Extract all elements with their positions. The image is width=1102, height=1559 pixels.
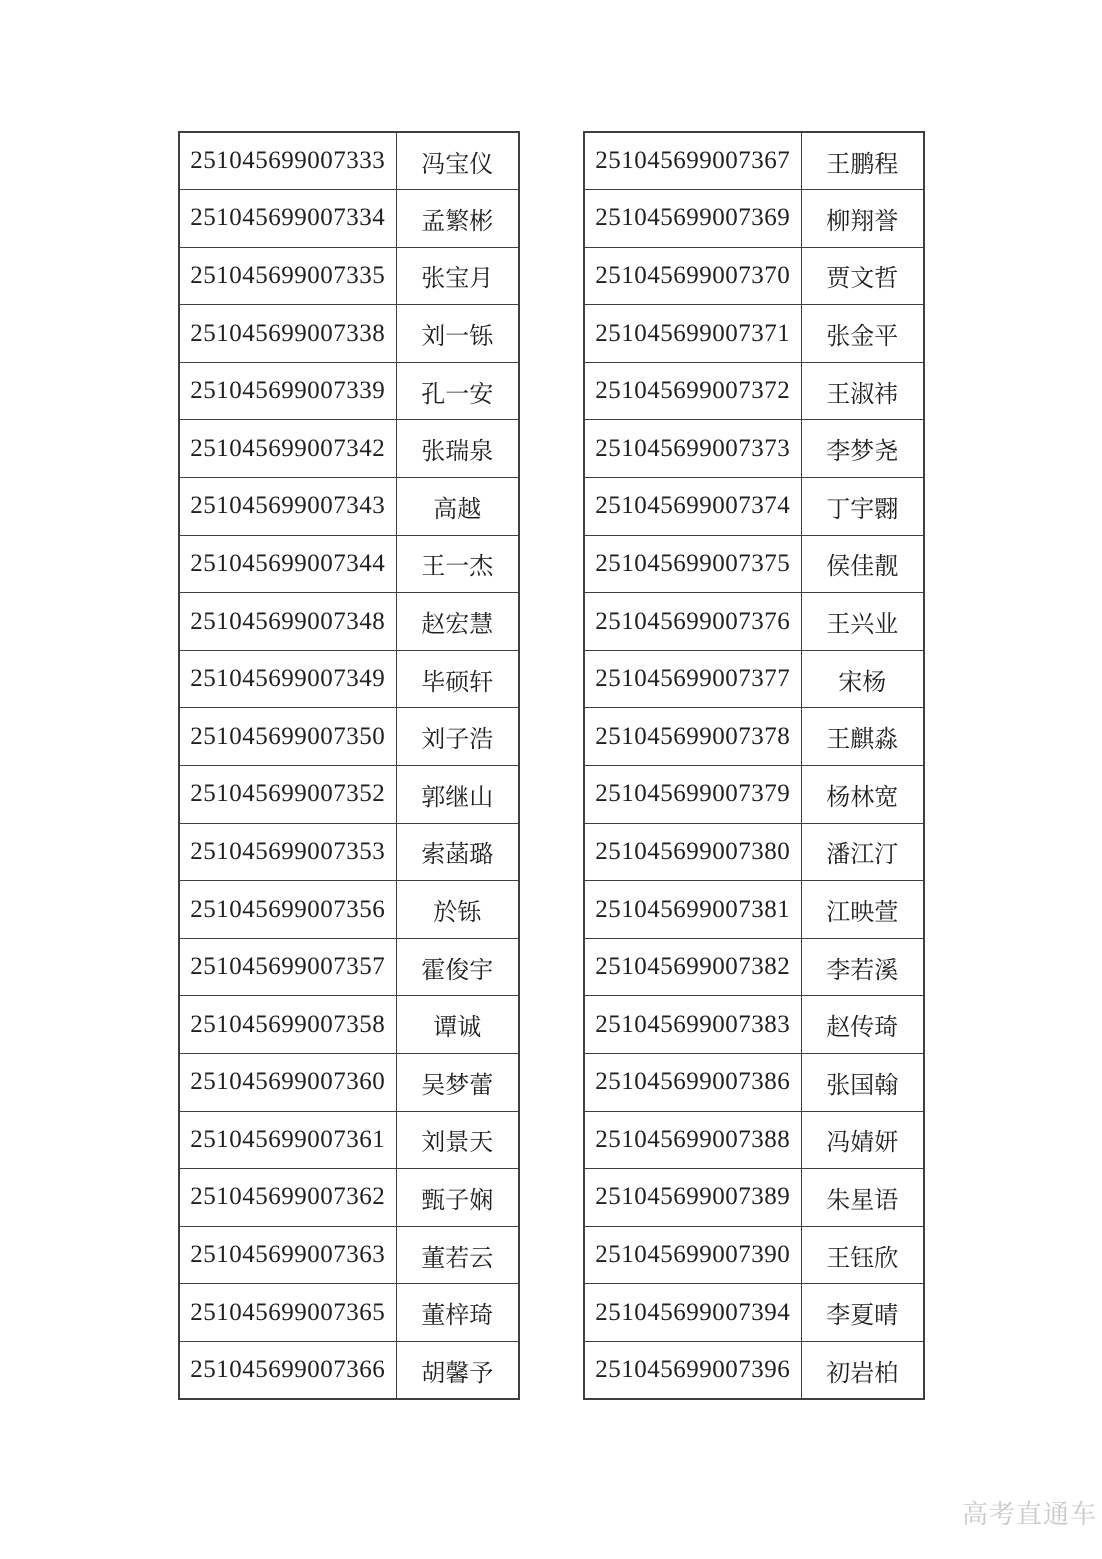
candidate-number-cell: 251045699007335 [179,247,396,305]
candidate-name-cell: 侯佳靓 [801,535,924,593]
candidate-number-cell: 251045699007378 [584,708,801,766]
table-row [179,1226,519,1284]
candidate-number-cell: 251045699007382 [584,938,801,996]
candidate-number-cell: 251045699007390 [584,1226,801,1284]
candidate-number-cell: 251045699007363 [179,1226,396,1284]
table-row [584,823,924,881]
candidate-number-cell: 251045699007376 [584,593,801,651]
candidate-number-cell: 251045699007342 [179,420,396,478]
table-row [584,1226,924,1284]
table-row [584,420,924,478]
candidate-name-cell: 冯宝仪 [396,132,519,190]
table-row [179,823,519,881]
candidate-number-cell: 251045699007357 [179,938,396,996]
candidate-name-cell: 刘一铄 [396,305,519,363]
candidate-name-cell: 郭继山 [396,766,519,824]
table-row [179,478,519,536]
table-row [179,1169,519,1227]
candidate-number-cell: 251045699007394 [584,1284,801,1342]
candidate-number-cell: 251045699007379 [584,766,801,824]
table-row [584,1054,924,1112]
candidate-number-cell: 251045699007386 [584,1054,801,1112]
table-row [584,362,924,420]
table-row [179,247,519,305]
candidate-number-cell: 251045699007389 [584,1169,801,1227]
candidate-name-cell: 李梦尧 [801,420,924,478]
table-row [179,362,519,420]
site-watermark: 高考直通车 [962,1499,1098,1529]
candidate-number-cell: 251045699007356 [179,881,396,939]
candidate-number-cell: 251045699007366 [179,1341,396,1399]
candidate-name-cell: 初岩柏 [801,1341,924,1399]
table-row [584,766,924,824]
table-row [179,1054,519,1112]
candidate-name-cell: 孔一安 [396,362,519,420]
candidate-name-cell: 赵宏慧 [396,593,519,651]
table-row [179,938,519,996]
candidate-name-cell: 刘子浩 [396,708,519,766]
candidate-number-cell: 251045699007348 [179,593,396,651]
candidate-number-cell: 251045699007388 [584,1111,801,1169]
candidate-number-cell: 251045699007358 [179,996,396,1054]
candidate-number-cell: 251045699007377 [584,650,801,708]
table-row [179,1111,519,1169]
candidate-number-cell: 251045699007367 [584,132,801,190]
candidate-name-cell: 谭诚 [396,996,519,1054]
candidate-name-cell: 贾文哲 [801,247,924,305]
table-row [584,1341,924,1399]
table-row [179,420,519,478]
candidate-number-cell: 251045699007352 [179,766,396,824]
candidate-number-cell: 251045699007349 [179,650,396,708]
table-row [584,708,924,766]
table-row [584,1169,924,1227]
table-row [584,881,924,939]
candidate-number-cell: 251045699007339 [179,362,396,420]
candidate-number-cell: 251045699007369 [584,190,801,248]
candidate-name-cell: 潘江汀 [801,823,924,881]
table-row [584,1111,924,1169]
table-row [179,650,519,708]
candidate-name-cell: 张瑞泉 [396,420,519,478]
candidate-name-cell: 丁宇翾 [801,478,924,536]
candidate-number-cell: 251045699007381 [584,881,801,939]
candidate-name-cell: 王一杰 [396,535,519,593]
candidate-name-cell: 李夏晴 [801,1284,924,1342]
table-row [584,247,924,305]
candidate-number-cell: 251045699007365 [179,1284,396,1342]
candidate-number-cell: 251045699007344 [179,535,396,593]
table-row [179,305,519,363]
table-row [179,1341,519,1399]
table-row [179,881,519,939]
candidate-name-cell: 王麒淼 [801,708,924,766]
candidate-name-cell: 柳翔誉 [801,190,924,248]
candidate-name-cell: 董若云 [396,1226,519,1284]
candidate-name-cell: 刘景天 [396,1111,519,1169]
candidate-number-cell: 251045699007333 [179,132,396,190]
candidate-name-cell: 甄子娴 [396,1169,519,1227]
table-row [584,593,924,651]
candidate-name-cell: 吴梦蕾 [396,1054,519,1112]
candidate-name-cell: 赵传琦 [801,996,924,1054]
candidate-number-cell: 251045699007380 [584,823,801,881]
table-row [584,132,924,190]
table-row [584,535,924,593]
candidate-number-cell: 251045699007375 [584,535,801,593]
table-row [584,1284,924,1342]
table-row [584,650,924,708]
candidate-name-cell: 索菡璐 [396,823,519,881]
table-row [179,708,519,766]
table-row [179,190,519,248]
candidate-name-cell: 张国翰 [801,1054,924,1112]
candidate-number-cell: 251045699007362 [179,1169,396,1227]
candidate-number-cell: 251045699007374 [584,478,801,536]
candidate-name-cell: 宋杨 [801,650,924,708]
table-row [179,996,519,1054]
table-row [584,305,924,363]
candidate-name-cell: 张宝月 [396,247,519,305]
table-row [179,535,519,593]
candidate-number-cell: 251045699007383 [584,996,801,1054]
table-row [179,766,519,824]
candidate-number-cell: 251045699007371 [584,305,801,363]
candidate-name-cell: 张金平 [801,305,924,363]
candidate-name-cell: 霍俊宇 [396,938,519,996]
candidate-roster-table-left [178,131,520,1400]
candidate-number-cell: 251045699007338 [179,305,396,363]
candidate-name-cell: 胡馨予 [396,1341,519,1399]
candidate-name-cell: 朱星语 [801,1169,924,1227]
candidate-name-cell: 王兴业 [801,593,924,651]
candidate-number-cell: 251045699007372 [584,362,801,420]
candidate-name-cell: 李若溪 [801,938,924,996]
candidate-name-cell: 高越 [396,478,519,536]
candidate-name-cell: 孟繁彬 [396,190,519,248]
candidate-number-cell: 251045699007360 [179,1054,396,1112]
candidate-name-cell: 杨林宽 [801,766,924,824]
candidate-number-cell: 251045699007370 [584,247,801,305]
candidate-name-cell: 王钰欣 [801,1226,924,1284]
candidate-number-cell: 251045699007334 [179,190,396,248]
candidate-number-cell: 251045699007373 [584,420,801,478]
table-row [584,190,924,248]
candidate-roster-table-right [583,131,925,1400]
candidate-name-cell: 王鹏程 [801,132,924,190]
table-row [584,996,924,1054]
candidate-number-cell: 251045699007353 [179,823,396,881]
candidate-number-cell: 251045699007361 [179,1111,396,1169]
candidate-number-cell: 251045699007396 [584,1341,801,1399]
candidate-number-cell: 251045699007350 [179,708,396,766]
candidate-name-cell: 冯婧妍 [801,1111,924,1169]
candidate-name-cell: 董梓琦 [396,1284,519,1342]
candidate-name-cell: 毕硕轩 [396,650,519,708]
candidate-name-cell: 於铄 [396,881,519,939]
candidate-name-cell: 王淑祎 [801,362,924,420]
table-row [179,593,519,651]
candidate-number-cell: 251045699007343 [179,478,396,536]
table-row [179,132,519,190]
table-row [179,1284,519,1342]
table-row [584,478,924,536]
table-row [584,938,924,996]
candidate-name-cell: 江映萱 [801,881,924,939]
